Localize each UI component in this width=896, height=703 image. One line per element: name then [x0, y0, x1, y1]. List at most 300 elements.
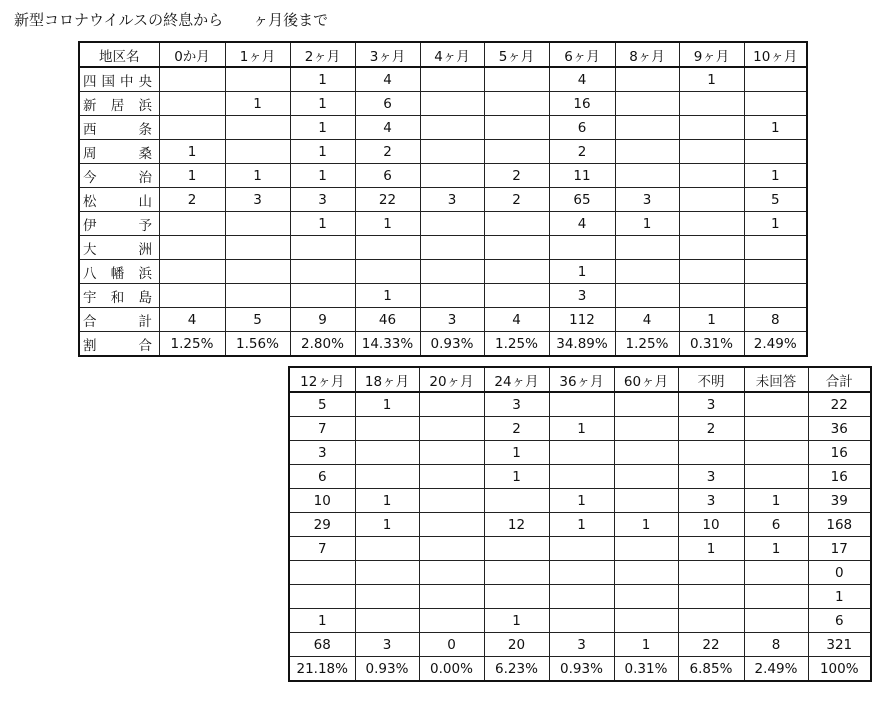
- table-cell: 1: [290, 116, 355, 140]
- table-cell: [484, 284, 549, 308]
- table-row: [289, 561, 871, 585]
- table-cell: [355, 585, 419, 609]
- table-header-row: [79, 42, 807, 67]
- table-cell: 1: [744, 164, 807, 188]
- table-cell: 6: [808, 609, 871, 633]
- table-cell: 168: [808, 513, 871, 537]
- region-char: 山: [138, 193, 153, 210]
- table-cell: 3: [225, 188, 290, 212]
- table-cell: 4: [355, 67, 420, 92]
- table-cell: 2: [678, 417, 744, 441]
- table-row: [79, 188, 807, 212]
- table-cell: 7: [289, 417, 355, 441]
- table-cell: 1: [549, 489, 614, 513]
- table-cell: 3: [420, 308, 484, 332]
- table-cell: 6.23%: [484, 657, 549, 682]
- table-cell: 2.80%: [290, 332, 355, 357]
- table-cell: [289, 561, 355, 585]
- table-cell: 7: [289, 537, 355, 561]
- table-cell: 3: [420, 188, 484, 212]
- table-cell: 8: [744, 308, 807, 332]
- table-cell: 0.31%: [614, 657, 678, 682]
- table-row: [289, 585, 871, 609]
- table-cell: [420, 67, 484, 92]
- table-cell: 1: [225, 164, 290, 188]
- region-char: 中: [120, 73, 134, 90]
- table-cell: 2: [549, 140, 615, 164]
- region-name: [79, 284, 159, 308]
- region-name: [79, 332, 159, 357]
- table-cell: [744, 67, 807, 92]
- table-cell: 4: [549, 67, 615, 92]
- table-cell: 1: [808, 585, 871, 609]
- region-name: [79, 236, 159, 260]
- table-cell: 1: [679, 67, 744, 92]
- table-cell: 2: [484, 164, 549, 188]
- column-header: 1ヶ月: [225, 42, 290, 67]
- table-cell: 1: [744, 116, 807, 140]
- region-char: 西: [83, 121, 97, 138]
- table-cell: [744, 441, 808, 465]
- region-char: 今: [83, 169, 97, 186]
- table-row: [79, 212, 807, 236]
- table-cell: [614, 392, 678, 417]
- region-name: [79, 308, 159, 332]
- region-name-text: [83, 94, 159, 114]
- table-cell: [484, 212, 549, 236]
- region-char: 合: [138, 337, 153, 354]
- table-cell: 1: [355, 284, 420, 308]
- region-char: 条: [138, 121, 153, 138]
- region-char: 央: [138, 73, 153, 90]
- table-cell: [614, 441, 678, 465]
- region-char: 割: [83, 337, 97, 354]
- table-cell: 22: [355, 188, 420, 212]
- table-cell: 3: [678, 465, 744, 489]
- table-row: [79, 164, 807, 188]
- column-header: 2ヶ月: [290, 42, 355, 67]
- table-cell: [679, 260, 744, 284]
- table-cell: 5: [744, 188, 807, 212]
- table-cell: 1: [614, 633, 678, 657]
- table-cell: [744, 585, 808, 609]
- region-char: 治: [138, 169, 153, 186]
- table-cell: 1: [355, 392, 419, 417]
- table-row: [79, 92, 807, 116]
- table-cell: [744, 92, 807, 116]
- region-name: [79, 67, 159, 92]
- table-cell: 34.89%: [549, 332, 615, 357]
- table-cell: 1: [549, 513, 614, 537]
- table-cell: [419, 585, 484, 609]
- table-cell: 22: [808, 392, 871, 417]
- region-char: 幡: [110, 265, 125, 282]
- table-cell: 1: [355, 212, 420, 236]
- table-cell: [355, 537, 419, 561]
- table-row: [79, 236, 807, 260]
- region-name-text: [83, 334, 159, 354]
- region-name: [79, 260, 159, 284]
- table-cell: 16: [808, 465, 871, 489]
- table-cell: 1.25%: [615, 332, 679, 357]
- table-cell: 8: [744, 633, 808, 657]
- region-char: 計: [138, 313, 153, 330]
- table-cell: [484, 260, 549, 284]
- region-char: 国: [101, 73, 116, 90]
- table-cell: [420, 92, 484, 116]
- table-cell: 100%: [808, 657, 871, 682]
- region-name: [79, 164, 159, 188]
- region-name-text: [83, 262, 159, 282]
- table-cell: 321: [808, 633, 871, 657]
- table-cell: [615, 92, 679, 116]
- table-cell: [614, 537, 678, 561]
- column-header: 36ヶ月: [549, 367, 614, 392]
- table-cell: [225, 67, 290, 92]
- region-name-text: [83, 166, 159, 186]
- table-cell: 1: [355, 489, 419, 513]
- region-name: [79, 92, 159, 116]
- region-name-text: [83, 214, 159, 234]
- region-char: 洲: [138, 241, 153, 258]
- table-cell: 1: [289, 609, 355, 633]
- region-char: 八: [83, 265, 97, 282]
- table-cell: [484, 140, 549, 164]
- table-row: [79, 140, 807, 164]
- column-header: 10ヶ月: [744, 42, 807, 67]
- table-cell: [484, 92, 549, 116]
- table-cell: [678, 585, 744, 609]
- region-char: 合: [83, 313, 97, 330]
- column-header: 18ヶ月: [355, 367, 419, 392]
- region-char: 浜: [138, 97, 153, 114]
- table-cell: 39: [808, 489, 871, 513]
- table-cell: [744, 465, 808, 489]
- table-cell: 1: [484, 609, 549, 633]
- table-cell: [549, 236, 615, 260]
- table-cell: 2.49%: [744, 332, 807, 357]
- table-cell: [419, 609, 484, 633]
- table-cell: [678, 441, 744, 465]
- table-cell: [225, 284, 290, 308]
- column-header: 5ヶ月: [484, 42, 549, 67]
- column-header: 合計: [808, 367, 871, 392]
- region-char: 大: [83, 241, 97, 258]
- table-cell: [355, 441, 419, 465]
- table-cell: 2: [484, 188, 549, 212]
- table-cell: [419, 537, 484, 561]
- table-cell: [549, 561, 614, 585]
- table-cell: 1: [159, 164, 225, 188]
- table-cell: 9: [290, 308, 355, 332]
- table-cell: 3: [484, 392, 549, 417]
- table-cell: 1: [615, 212, 679, 236]
- table-cell: [355, 260, 420, 284]
- table-cell: 3: [615, 188, 679, 212]
- table-cell: [744, 284, 807, 308]
- table-cell: 3: [549, 284, 615, 308]
- table-cell: [290, 284, 355, 308]
- table-cell: [290, 260, 355, 284]
- column-header: 地区名: [79, 42, 159, 67]
- column-header: 24ヶ月: [484, 367, 549, 392]
- table-cell: 6: [355, 92, 420, 116]
- table-cell: [419, 561, 484, 585]
- table-row: [79, 260, 807, 284]
- table-cell: [225, 116, 290, 140]
- table-cell: 1: [744, 212, 807, 236]
- column-header: 不明: [678, 367, 744, 392]
- table-cell: [420, 260, 484, 284]
- table-cell: 6: [549, 116, 615, 140]
- region-char: 四: [83, 73, 97, 90]
- table-cell: [159, 116, 225, 140]
- column-header: 12ヶ月: [289, 367, 355, 392]
- region-char: 浜: [138, 265, 153, 282]
- table-cell: 3: [355, 633, 419, 657]
- table-cell: [679, 236, 744, 260]
- table-cell: [355, 465, 419, 489]
- table-cell: 68: [289, 633, 355, 657]
- table-cell: [290, 236, 355, 260]
- table-cell: 1: [290, 92, 355, 116]
- table-cell: [679, 212, 744, 236]
- region-name-text: [83, 286, 159, 306]
- page-title: 新型コロナウイルスの終息から ヶ月後まで: [14, 11, 329, 29]
- table-cell: 10: [289, 489, 355, 513]
- table-cell: [484, 116, 549, 140]
- table-cell: 112: [549, 308, 615, 332]
- table-cell: 17: [808, 537, 871, 561]
- table-cell: 2: [484, 417, 549, 441]
- table-cell: 4: [615, 308, 679, 332]
- table-cell: [484, 585, 549, 609]
- table-cell: 0: [808, 561, 871, 585]
- table-cell: [679, 164, 744, 188]
- table-header-row: [289, 367, 871, 392]
- table-cell: 2: [159, 188, 225, 212]
- table-cell: 1: [290, 212, 355, 236]
- table-cell: 4: [355, 116, 420, 140]
- region-char: 宇: [83, 289, 97, 306]
- table-cell: [159, 67, 225, 92]
- table-cell: [615, 260, 679, 284]
- table-cell: 1: [355, 513, 419, 537]
- table-cell: 1: [679, 308, 744, 332]
- table-cell: 1: [678, 537, 744, 561]
- table-row: [79, 332, 807, 357]
- table-cell: 10: [678, 513, 744, 537]
- table-cell: 1: [549, 417, 614, 441]
- table-cell: [420, 236, 484, 260]
- region-name-text: [83, 190, 159, 210]
- table-cell: [614, 609, 678, 633]
- table-cell: [549, 392, 614, 417]
- table-cell: [355, 561, 419, 585]
- table-cell: [679, 140, 744, 164]
- table-row: [289, 417, 871, 441]
- table-cell: [484, 537, 549, 561]
- table-cell: [419, 513, 484, 537]
- region-char: 島: [138, 289, 153, 306]
- table-cell: [744, 260, 807, 284]
- table-cell: 4: [484, 308, 549, 332]
- table-cell: [484, 489, 549, 513]
- table-row: [289, 513, 871, 537]
- table-row: [79, 308, 807, 332]
- column-header: 9ヶ月: [679, 42, 744, 67]
- table-row: [289, 609, 871, 633]
- table-cell: [615, 67, 679, 92]
- table-cell: 29: [289, 513, 355, 537]
- table-cell: 6: [289, 465, 355, 489]
- table-cell: 1.25%: [484, 332, 549, 357]
- table-cell: 6: [744, 513, 808, 537]
- table-row: [289, 465, 871, 489]
- column-header: 60ヶ月: [614, 367, 678, 392]
- table-cell: [484, 236, 549, 260]
- table-cell: [679, 116, 744, 140]
- table-cell: [159, 92, 225, 116]
- table-cell: [225, 236, 290, 260]
- table-cell: 16: [808, 441, 871, 465]
- table-cell: [679, 188, 744, 212]
- column-header: 0か月: [159, 42, 225, 67]
- table-cell: [615, 236, 679, 260]
- region-name: [79, 212, 159, 236]
- table-cell: 1: [225, 92, 290, 116]
- table-row: [79, 284, 807, 308]
- table-cell: 1: [290, 67, 355, 92]
- table-cell: [289, 585, 355, 609]
- table-cell: 1: [484, 441, 549, 465]
- table-cell: 1: [290, 140, 355, 164]
- table-cell: 1: [744, 489, 808, 513]
- table-cell: [419, 441, 484, 465]
- table-cell: [614, 465, 678, 489]
- table-cell: 20: [484, 633, 549, 657]
- table-cell: [744, 417, 808, 441]
- table-cell: [420, 284, 484, 308]
- region-char: 周: [83, 145, 97, 162]
- table-cell: [225, 140, 290, 164]
- table-row: [289, 537, 871, 561]
- table-cell: 1: [159, 140, 225, 164]
- table-cell: [614, 417, 678, 441]
- table-cell: 14.33%: [355, 332, 420, 357]
- table-cell: [355, 609, 419, 633]
- region-name-text: [83, 118, 159, 138]
- region-char: 居: [110, 97, 125, 114]
- table-cell: [225, 260, 290, 284]
- region-name: [79, 116, 159, 140]
- region-name-text: [83, 70, 159, 90]
- region-char: 桑: [138, 145, 153, 162]
- table-cell: 3: [678, 392, 744, 417]
- table-cell: 1: [549, 260, 615, 284]
- table-cell: [679, 284, 744, 308]
- table-cell: 1: [614, 513, 678, 537]
- monthly-count-table-part2: [288, 366, 872, 682]
- table-cell: [614, 585, 678, 609]
- table-cell: [549, 537, 614, 561]
- table-cell: 0.00%: [419, 657, 484, 682]
- table-cell: [614, 561, 678, 585]
- region-name-text: [83, 142, 159, 162]
- table-cell: 0.93%: [355, 657, 419, 682]
- monthly-count-table-part1: [78, 41, 808, 357]
- column-header: 未回答: [744, 367, 808, 392]
- table-cell: [484, 561, 549, 585]
- region-char: 和: [110, 289, 125, 306]
- table-cell: 36: [808, 417, 871, 441]
- column-header: 20ヶ月: [419, 367, 484, 392]
- table-cell: [419, 392, 484, 417]
- column-header: 4ヶ月: [420, 42, 484, 67]
- table-cell: [355, 417, 419, 441]
- table-cell: 6.85%: [678, 657, 744, 682]
- table-row: [289, 441, 871, 465]
- table-row: [289, 489, 871, 513]
- column-header: 3ヶ月: [355, 42, 420, 67]
- table-row: [79, 116, 807, 140]
- region-char: 伊: [83, 217, 97, 234]
- column-header: 8ヶ月: [615, 42, 679, 67]
- table-cell: [420, 116, 484, 140]
- table-cell: [549, 585, 614, 609]
- table-cell: [420, 140, 484, 164]
- region-char: 新: [83, 97, 97, 114]
- table-cell: 21.18%: [289, 657, 355, 682]
- table-cell: 12: [484, 513, 549, 537]
- table-cell: 65: [549, 188, 615, 212]
- table-cell: 4: [549, 212, 615, 236]
- table-cell: [159, 260, 225, 284]
- region-char: 松: [83, 193, 97, 210]
- table-cell: [679, 92, 744, 116]
- table-row: [289, 633, 871, 657]
- table-cell: 0: [419, 633, 484, 657]
- table-row: [289, 657, 871, 682]
- table-cell: [420, 164, 484, 188]
- table-cell: 1.56%: [225, 332, 290, 357]
- table-cell: 2.49%: [744, 657, 808, 682]
- table-cell: [615, 140, 679, 164]
- table-cell: [420, 212, 484, 236]
- table-cell: 3: [289, 441, 355, 465]
- region-name: [79, 140, 159, 164]
- table-cell: [549, 441, 614, 465]
- table-cell: [744, 392, 808, 417]
- table-cell: 4: [159, 308, 225, 332]
- table-cell: [678, 609, 744, 633]
- table-cell: [419, 417, 484, 441]
- column-header: 6ヶ月: [549, 42, 615, 67]
- table-cell: [419, 465, 484, 489]
- table-cell: 2: [355, 140, 420, 164]
- table-row: [79, 67, 807, 92]
- table-cell: [159, 212, 225, 236]
- table-cell: 5: [225, 308, 290, 332]
- table-cell: 1.25%: [159, 332, 225, 357]
- table-cell: [615, 284, 679, 308]
- table-cell: [614, 489, 678, 513]
- table-cell: 46: [355, 308, 420, 332]
- table-cell: [159, 236, 225, 260]
- table-cell: [744, 140, 807, 164]
- table-cell: 0.93%: [420, 332, 484, 357]
- table-cell: 1: [290, 164, 355, 188]
